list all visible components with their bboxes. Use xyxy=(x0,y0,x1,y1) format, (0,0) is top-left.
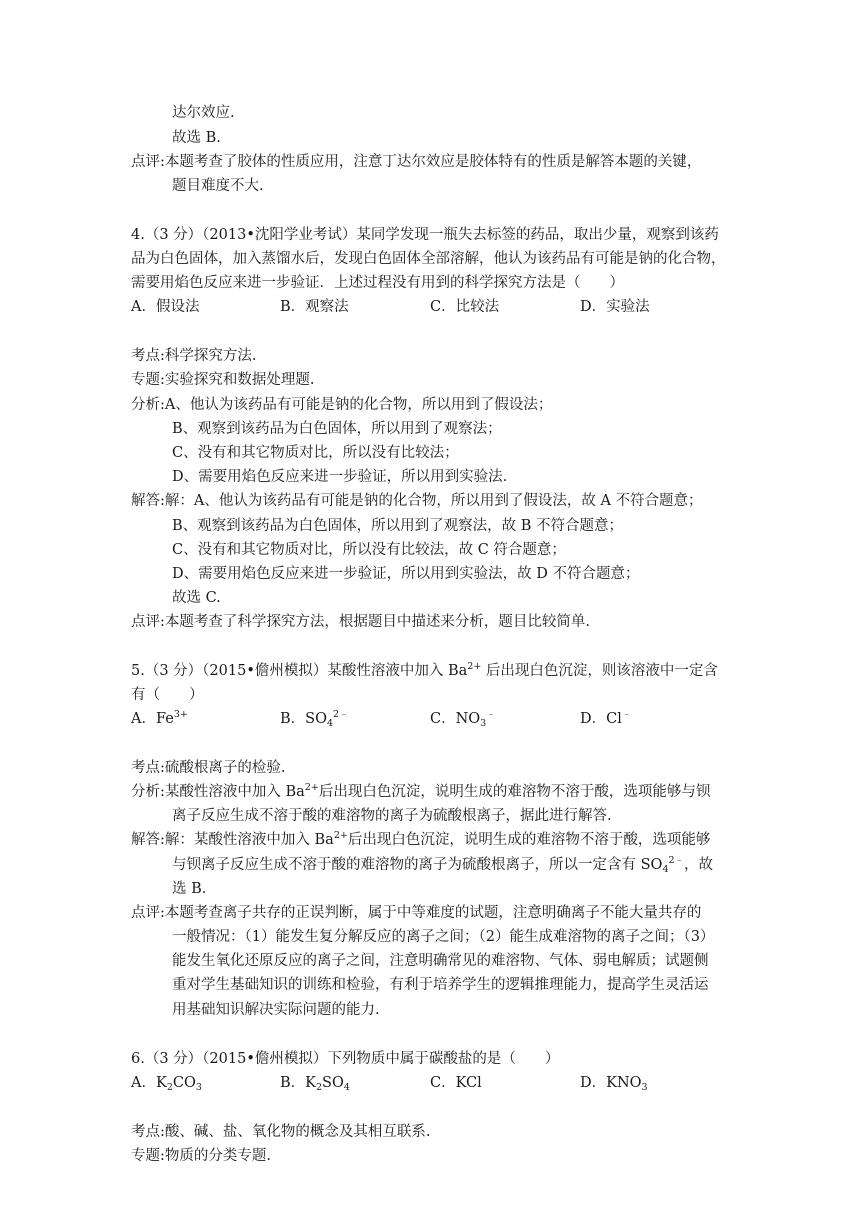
option-text: B．K xyxy=(280,1075,316,1091)
q6-option-a xyxy=(131,1073,202,1093)
q4-stem-line2: 品为白色固体，加入蒸馏水后，发现白色固体全部溶解，他认为该药品有可能是钠的化合物， xyxy=(131,251,726,267)
option-text: A．K xyxy=(131,1075,167,1091)
subscript: 4 xyxy=(343,1082,350,1093)
q4-jieda-line3: C、没有和其它物质对比，所以没有比较法，故 C 符合题意； xyxy=(172,542,566,558)
q4-stem-line3: 需要用焰色反应来进一步验证．上述过程没有用到的科学探究方法是（ ） xyxy=(131,275,624,291)
kaodian-label: 考点: xyxy=(131,348,165,364)
q4-zhuanti xyxy=(131,370,315,390)
subscript: 2 xyxy=(316,1082,323,1093)
comment-text: 本题考查了胶体的性质应用，注意丁达尔效应是胶体特有的性质是解答本题的关键， xyxy=(164,154,702,170)
option-text: CO xyxy=(172,1075,196,1091)
q4-jieda-line2: B、观察到该药品为白色固体，所以用到了观察法，故 B 不符合题意； xyxy=(172,518,624,534)
q4-kaodian xyxy=(131,346,257,366)
prev-comment-line2: 题目难度不大. xyxy=(172,178,264,194)
superscript: 2﹣ xyxy=(333,709,349,720)
stem-text: 后出现白色沉淀，则该溶液中一定含 xyxy=(481,663,718,679)
kaodian-text: 酸、碱、盐、氧化物的概念及其相互联系. xyxy=(164,1124,431,1140)
fenxi-text: 某酸性溶液中加入 Ba xyxy=(164,784,305,800)
q5-jieda-line1 xyxy=(131,830,710,850)
fenxi-label: 分析: xyxy=(131,784,165,800)
kaodian-text: 科学探究方法. xyxy=(164,348,257,364)
zhuanti-text: 实验探究和数据处理题. xyxy=(164,372,315,388)
option-text: SO xyxy=(322,1075,344,1091)
q5-dianping-line5: 用基础知识解决实际问题的能力. xyxy=(172,1002,380,1018)
kaodian-label: 考点: xyxy=(131,760,165,776)
zhuanti-label: 专题: xyxy=(131,372,165,388)
dianping-text: 本题考查离子共存的正误判断，属于中等难度的试题，注意明确离子不能大量共存的 xyxy=(164,905,702,921)
subscript: 3 xyxy=(195,1082,202,1093)
comment-label: 点评: xyxy=(131,154,165,170)
option-text: D．Cl xyxy=(580,711,622,727)
q5-option-b xyxy=(280,709,349,729)
option-text: D．KNO xyxy=(580,1075,642,1091)
superscript: 3+ xyxy=(173,709,188,720)
q6-option-b xyxy=(280,1073,350,1093)
q5-option-d xyxy=(580,709,631,729)
q4-option-c: C．比较法 xyxy=(430,299,500,315)
q5-option-c xyxy=(430,709,496,729)
jieda-text: 后出现白色沉淀，说明生成的难溶物不溶于酸，选项能够 xyxy=(347,832,711,848)
stem-text: 5.（3 分）（2015•儋州模拟）某酸性溶液中加入 Ba xyxy=(131,663,468,679)
superscript: 2﹣ xyxy=(668,855,685,866)
superscript: 2+ xyxy=(467,661,482,672)
q4-jieda-line1 xyxy=(131,491,703,511)
prev-answer-line1: 达尔效应. xyxy=(172,105,235,121)
q6-option-d xyxy=(580,1073,648,1093)
fenxi-text: 后出现白色沉淀，说明生成的难溶物不溶于酸，选项能够与钡 xyxy=(318,784,711,800)
q5-option-a xyxy=(131,709,188,729)
q5-dianping-line1 xyxy=(131,903,701,923)
q4-jieda-line5: 故选 C. xyxy=(172,590,221,606)
jieda-text: 解：A、他认为该药品有可能是钠的化合物，所以用到了假设法，故 A 不符合题意； xyxy=(164,493,703,509)
kaodian-label: 考点: xyxy=(131,1124,165,1140)
q5-stem-line2: 有（ ） xyxy=(131,687,204,703)
fenxi-text: A、他认为该药品有可能是钠的化合物，所以用到了假设法； xyxy=(164,397,553,413)
superscript: ﹣ xyxy=(621,709,632,720)
option-text: A．Fe xyxy=(131,711,174,727)
subscript: 4 xyxy=(662,864,669,875)
q5-jieda-line2 xyxy=(172,855,713,875)
prev-answer-line2: 故选 B. xyxy=(172,130,221,146)
option-text: C．NO xyxy=(430,711,481,727)
fenxi-label: 分析: xyxy=(131,397,165,413)
q4-option-d: D．实验法 xyxy=(580,299,650,315)
superscript: 2+ xyxy=(333,830,348,841)
q5-kaodian xyxy=(131,758,286,778)
zhuanti-text: 物质的分类专题. xyxy=(164,1148,271,1164)
jieda-label: 解答: xyxy=(131,832,165,848)
dianping-label: 点评: xyxy=(131,614,165,630)
q6-kaodian xyxy=(131,1122,431,1142)
q5-fenxi-line1 xyxy=(131,782,710,802)
subscript: 3 xyxy=(480,718,487,729)
q5-dianping-line3: 能发生氧化还原反应的离子之间，注意明确常见的难溶物、气体、弱电解质；试题侧 xyxy=(172,953,709,969)
q4-option-b: B．观察法 xyxy=(280,299,349,315)
q6-option-c xyxy=(430,1073,482,1093)
subscript: 4 xyxy=(326,718,334,729)
q6-stem: 6.（3 分）（2015•儋州模拟）下列物质中属于碳酸盐的是（ ） xyxy=(131,1051,560,1067)
subscript: 3 xyxy=(641,1082,648,1093)
q4-option-a: A．假设法 xyxy=(131,299,200,315)
q6-zhuanti xyxy=(131,1146,271,1166)
superscript: 2+ xyxy=(304,782,319,793)
kaodian-text: 硫酸根离子的检验. xyxy=(164,760,286,776)
q4-fenxi-line3: C、没有和其它物质对比，所以没有比较法； xyxy=(172,445,459,461)
q4-dianping xyxy=(131,612,590,632)
q4-stem-line1: 4.（3 分）（2013•沈阳学业考试）某同学发现一瓶失去标签的药品，取出少量，观察到该药 xyxy=(131,227,719,243)
superscript: ﹣ xyxy=(486,709,496,720)
jieda-text: ，故 xyxy=(684,857,714,873)
dianping-text: 本题考查了科学探究方法，根据题目中描述来分析，题目比较简单. xyxy=(164,614,590,630)
jieda-text: 解：某酸性溶液中加入 Ba xyxy=(164,832,334,848)
dianping-label: 点评: xyxy=(131,905,165,921)
q5-stem-line1 xyxy=(131,661,718,681)
q5-jieda-line3: 选 B. xyxy=(172,881,207,897)
jieda-text: 与钡离子反应生成不溶于酸的难溶物的离子为硫酸根离子，所以一定含有 SO xyxy=(172,857,663,873)
q4-fenxi-line4: D、需要用焰色反应来进一步验证，所以用到实验法. xyxy=(172,469,508,485)
q4-fenxi-line2: B、观察到该药品为白色固体，所以用到了观察法； xyxy=(172,421,502,437)
q4-fenxi-line1 xyxy=(131,395,552,415)
option-text: C．KCl xyxy=(430,1075,482,1091)
q5-dianping-line4: 重对学生基础知识的训练和检验，有利于培养学生的逻辑推理能力，提高学生灵活运 xyxy=(172,977,709,993)
q4-jieda-line4: D、需要用焰色反应来进一步验证，所以用到实验法，故 D 不符合题意； xyxy=(172,566,640,582)
prev-comment-line1 xyxy=(131,152,701,172)
q5-dianping-line2: 一般情况：（1）能发生复分解反应的离子之间；（2）能生成难溶物的离子之间；（3） xyxy=(172,929,715,945)
q5-fenxi-line2: 离子反应生成不溶于酸的难溶物的离子为硫酸根离子，据此进行解答. xyxy=(172,808,612,824)
jieda-label: 解答: xyxy=(131,493,165,509)
zhuanti-label: 专题: xyxy=(131,1148,165,1164)
subscript: 2 xyxy=(166,1082,173,1093)
option-text: B．SO xyxy=(280,711,327,727)
